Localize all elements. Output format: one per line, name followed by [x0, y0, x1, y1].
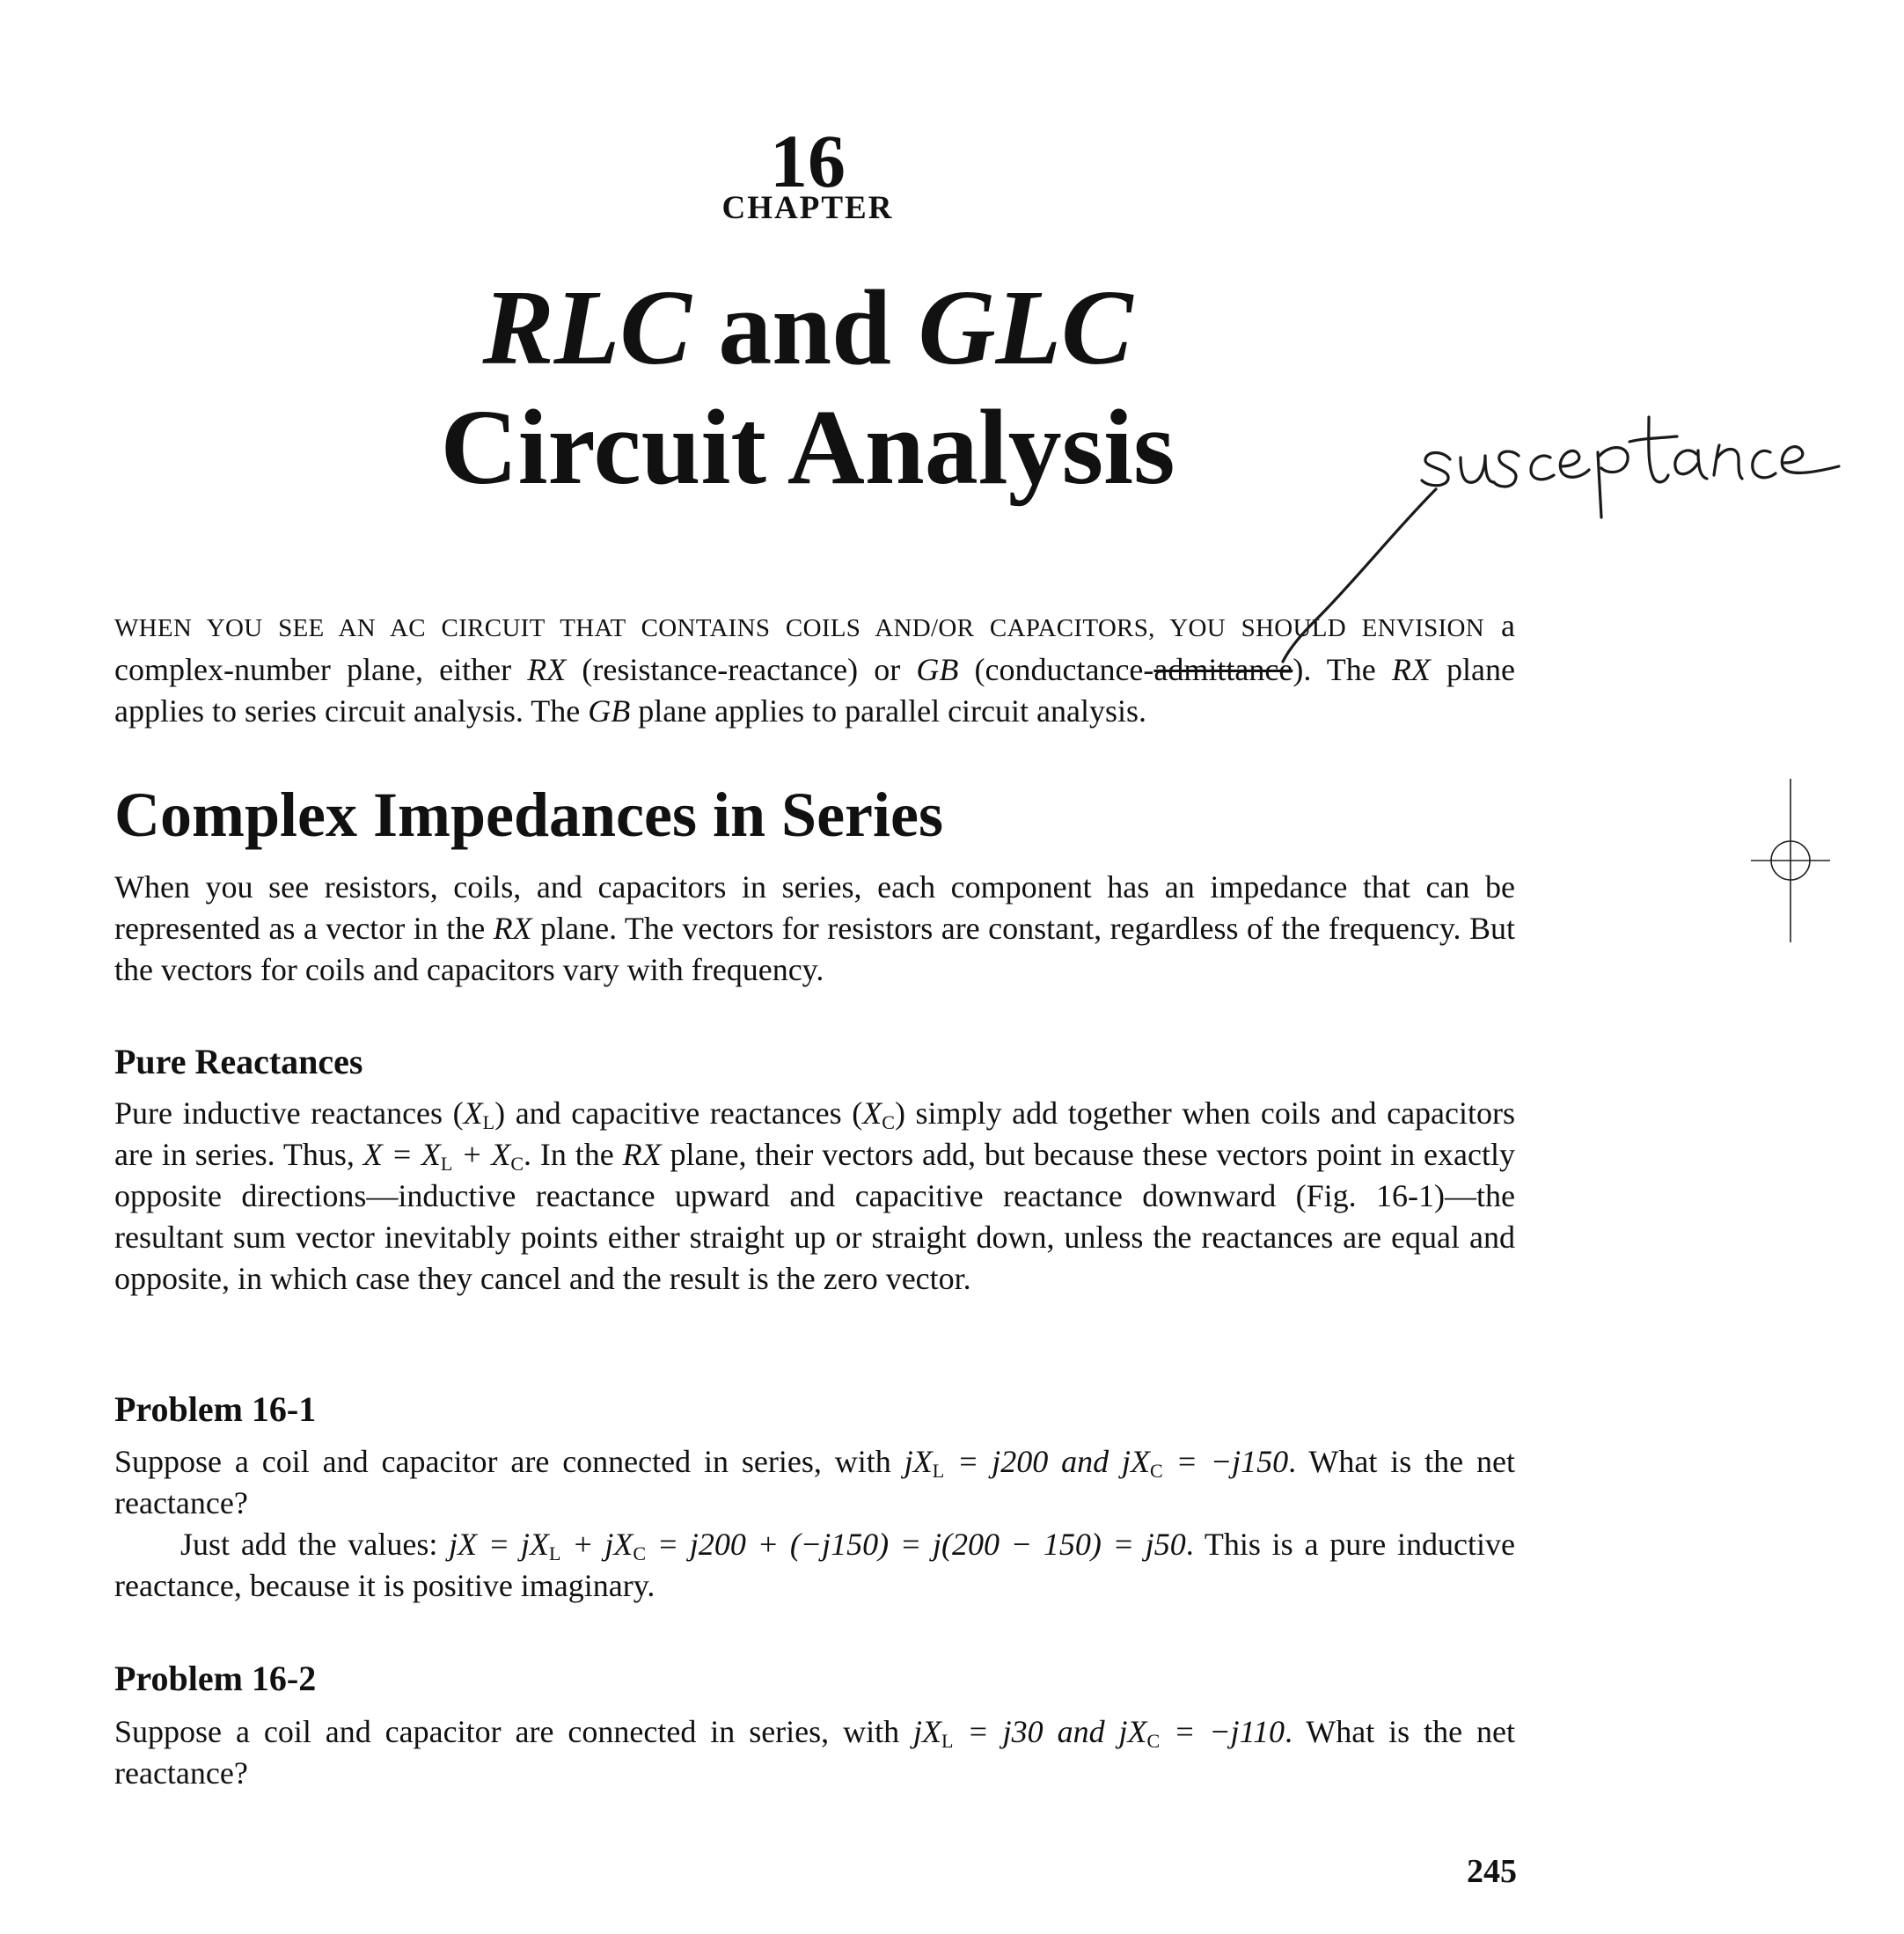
problem-16-1-answer — [114, 1524, 1515, 1607]
p162-xc: jX — [1118, 1714, 1147, 1749]
pure-rx: RX — [622, 1137, 662, 1172]
pure-text-3: ) simply add together when coils and capacitors are in series. Thus, — [114, 1095, 1516, 1172]
p162-xc-val: = −j110 — [1160, 1714, 1285, 1749]
pure-text-5: plane, their vectors add, but because these vectors point in exactly opposite directions—inductive reactance upward and capacitive reactance downward (Fig. 16-1)—the resultant sum vector inevitably points either straight up or straight down, unless the reactances are equal and opposite, in which case they cancel and the result is the zero vector. — [114, 1137, 1515, 1296]
subsection-heading-pure-reactances: Pure Reactances — [114, 1042, 363, 1081]
pure-eq-mid: + X — [452, 1137, 511, 1172]
p162-q-end: . What is the net reactance? — [114, 1714, 1516, 1791]
pure-xl-sub: L — [482, 1111, 495, 1133]
struck-word: admittance — [1153, 652, 1293, 687]
p162-xc-sub: C — [1146, 1730, 1161, 1752]
page-number: 245 — [1467, 1853, 1517, 1890]
p161-xl: jX — [904, 1444, 933, 1479]
title-glc: GLC — [918, 268, 1133, 387]
intro-text-1: a complex-number plane, either — [114, 608, 1515, 687]
intro-rx2: RX — [1391, 652, 1431, 687]
p161-a-sub1: L — [549, 1542, 561, 1564]
p161-a-eq2: + jX — [560, 1527, 633, 1562]
pure-eq-sub1: L — [440, 1153, 453, 1175]
problem-16-2-heading: Problem 16-2 — [114, 1659, 317, 1698]
intro-sentence3: plane applies to parallel circuit analysis. — [630, 693, 1146, 729]
crop-registration-mark — [1751, 779, 1830, 942]
p161-xl-val: = j200 and — [944, 1444, 1123, 1479]
p162-q1: Suppose a coil and capacitor are connected in series, with — [114, 1714, 914, 1749]
section-rx: RX — [493, 911, 532, 946]
p161-a-eq1: jX = jX — [449, 1527, 550, 1562]
p161-a-end: . This is a pure inductive reactance, because it is positive imaginary. — [114, 1527, 1515, 1603]
p161-q-end: . What is the net reactance? — [114, 1444, 1516, 1520]
p161-xc: jX — [1122, 1444, 1151, 1479]
problem-16-1-heading: Problem 16-1 — [114, 1389, 317, 1429]
section-heading: Complex Impedances in Series — [114, 780, 943, 850]
intro-smallcaps-lead: WHEN YOU SEE AN AC CIRCUIT THAT CONTAINS COILS AND/OR CAPACITORS, YOU SHOULD ENVISION — [114, 614, 1484, 642]
chapter-title-line2: Circuit Analysis — [440, 388, 1175, 507]
p161-xl-sub: L — [932, 1460, 945, 1482]
p161-xc-sub: C — [1150, 1460, 1163, 1482]
intro-rx-desc: (resistance-reactance) or — [566, 652, 917, 687]
intro-gb2: GB — [588, 693, 631, 729]
intro-paragraph — [114, 605, 1515, 732]
chapter-title-line1 — [0, 268, 1615, 387]
pure-reactances-paragraph — [114, 1093, 1515, 1300]
chapter-label: CHAPTER — [721, 190, 894, 226]
chapter-number: 16 — [770, 119, 846, 203]
p161-a1: Just add the values: — [180, 1527, 450, 1562]
intro-sentence2: plane applies to series circuit analysis. The — [114, 652, 1516, 729]
section-paragraph — [114, 867, 1515, 991]
intro-gb-desc: (conductance- — [958, 652, 1154, 687]
title-and: and — [691, 268, 919, 387]
intro-gb-desc-end: ). The — [1293, 652, 1392, 687]
p162-xl-val: = j30 and — [953, 1714, 1119, 1749]
pure-text-1: Pure inductive reactances ( — [114, 1095, 464, 1131]
problem-16-2-question — [114, 1711, 1515, 1794]
pure-xl: X — [463, 1095, 483, 1131]
p162-xl-sub: L — [941, 1730, 954, 1752]
pure-eq-sub2: C — [510, 1153, 524, 1175]
p161-q1: Suppose a coil and capacitor are connected in series, with — [114, 1444, 904, 1479]
pure-eq: X = X — [362, 1137, 441, 1172]
intro-rx: RX — [527, 652, 567, 687]
intro-gb: GB — [916, 652, 959, 687]
p161-a-sub2: C — [633, 1542, 647, 1564]
pure-xc: X — [862, 1095, 882, 1131]
p161-xc-val: = −j150 — [1162, 1444, 1289, 1479]
p162-xl: jX — [913, 1714, 942, 1749]
section-text-2: plane. The vectors for resistors are constant, regardless of the frequency. But the vectors for coils and capacitors vary with frequency. — [114, 911, 1515, 987]
title-rlc: RLC — [482, 268, 692, 387]
problem-16-1-question — [114, 1441, 1515, 1524]
section-text-1: When you see resistors, coils, and capacitors in series, each component has an impedance that can be represented as a vector in the — [114, 869, 1515, 946]
pure-text-2: ) and capacitive reactances ( — [494, 1095, 863, 1131]
pure-text-4: . In the — [524, 1137, 623, 1172]
pure-xc-sub: C — [882, 1111, 895, 1133]
p161-a-eq3: = j200 + (−j150) = j(200 − 150) = j50 — [646, 1527, 1186, 1562]
